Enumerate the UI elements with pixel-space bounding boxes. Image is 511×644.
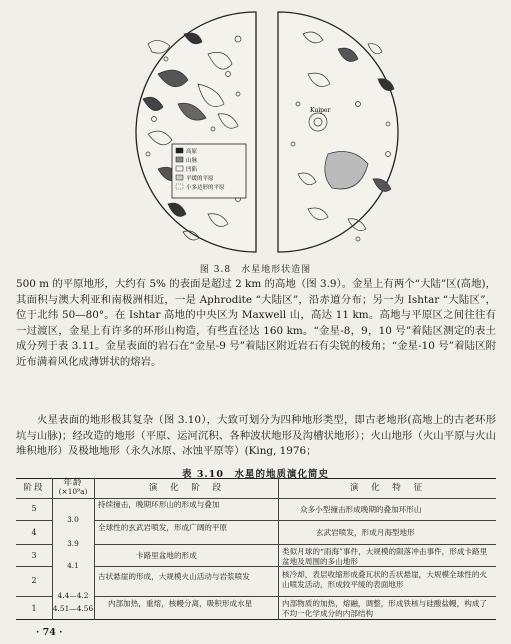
row-features: 类似月球的“雨海”事件，大规模的陨落冲击事件，形成卡路里盆地及周围的多山地形 (282, 547, 488, 566)
paragraph-venus: 500 m 的平原地形，大约有 5% 的表面是超过 2 km 的高地（图 3.9）。金星上有两个“大陆”区(高地)，其面积与澳大利亚和南极洲相近，一是 Aphrodite “大陆区”，沿赤道分布；另一为 Ishtar “大陆区”，位于北纬 50—80°。在 Ishtar 高地的中央区为 Maxwell 山，高达 11 km。高地与平原区之间往往有一过渡区，金星上有许多的环形山构造，有些直径达 160 km。“金星-8，9，10 号”着陆区测定的表土成分列于表 3.11。金星表面的岩石在“金星-9 号”着陆区附近岩石有尖锐的棱角；“金星-10 号”着陆区附近布满着风化成薄饼状的熔岩。 (16, 278, 496, 368)
table-hline-row-2 (94, 544, 496, 545)
page-number: · 74 · (36, 627, 63, 638)
table-header-rule (16, 498, 496, 499)
legend-label-3: 凹陷 (186, 167, 198, 173)
evolution-table (16, 478, 496, 620)
age-boundary: 3.0 (67, 515, 79, 524)
row-process: 内部加热，重熔，核幔分离，吸积形成水星 (108, 599, 253, 608)
age-boundary: 4.4—4.2 (57, 591, 89, 600)
row-process: 全球性的玄武岩喷发，形成广阔的平原 (98, 523, 228, 532)
hemisphere-map-svg (88, 4, 478, 262)
legend-label-5: 小多边形的平原 (186, 185, 225, 191)
row-stage: 2 (31, 576, 37, 585)
table-hline-row-4 (94, 596, 496, 597)
figure-caption: 图 3.8 水星地形状造图 (199, 265, 312, 275)
table-hline-stage-2 (16, 544, 52, 545)
row-features: 玄武岩喷发，形成月海型地形 (316, 528, 415, 537)
table-title: 表 3.10 水星的地质演化简史 (182, 469, 329, 480)
row-process: 古状悬崖的形成，大规模火山活动与岩浆喷发 (98, 572, 250, 581)
row-features: 内部物质的加热，熔融，调整，形成铁核与硅酸盐幔，构成了不均一化学成分的内部结构 (282, 599, 488, 618)
row-stage: 4 (31, 528, 37, 537)
table-hline-stage-3 (16, 566, 52, 567)
header-process: 演 化 阶 段 (148, 483, 224, 493)
age-boundary: 3.9 (67, 539, 79, 548)
row-process: 卡路里盆地的形成 (136, 551, 197, 560)
legend-label-4: 平缓的平原 (186, 176, 214, 182)
kuiper-label: Kuiper (310, 107, 331, 114)
header-features: 演 化 特 征 (349, 483, 425, 493)
mercury-terrain-figure (88, 4, 478, 262)
legend-label-2: 山脉 (186, 158, 198, 164)
left-hemisphere (136, 12, 256, 252)
age-boundary: 4.51—4.56 (52, 604, 94, 613)
row-features: 众多小型撞击形成晚期的叠加环形山 (300, 505, 422, 514)
table-hline-stage-1 (16, 520, 52, 521)
table-hline-row-1 (94, 520, 496, 521)
table-vline-3 (278, 478, 279, 620)
table-hline-stage-4 (16, 596, 52, 597)
header-age-unit: (×10⁹a) (58, 487, 88, 496)
row-stage: 1 (31, 604, 37, 613)
paragraph-mars: 火星表面的地形极其复杂（图 3.10），大致可划分为四种地形类型，即古老地形(高地上的古老环形坑与山脉)；经改造的地形（平原、运河沉积、各种波状地形及沟槽状地形）；火山地形（火山平原与火山堆积地形）及极地地形（永久冰原、冰蚀平原等）(King, 1976； (16, 414, 496, 458)
table-vline-2 (94, 478, 95, 620)
header-stage: 阶段 (23, 483, 45, 493)
row-stage: 5 (31, 504, 37, 513)
header-age: 年龄 (63, 478, 83, 488)
row-process: 持续撞击，晚期环形山的形成与叠加 (98, 500, 220, 509)
row-features: 核冷却，表层收缩形成叠瓦状的舌状悬崖，大规模全球性的火山喷发活动，形成较平缓的表面地形 (282, 570, 488, 589)
row-stage: 3 (31, 551, 37, 560)
age-boundary: 4.1 (67, 561, 79, 570)
legend-label-1: 高原 (186, 149, 198, 155)
